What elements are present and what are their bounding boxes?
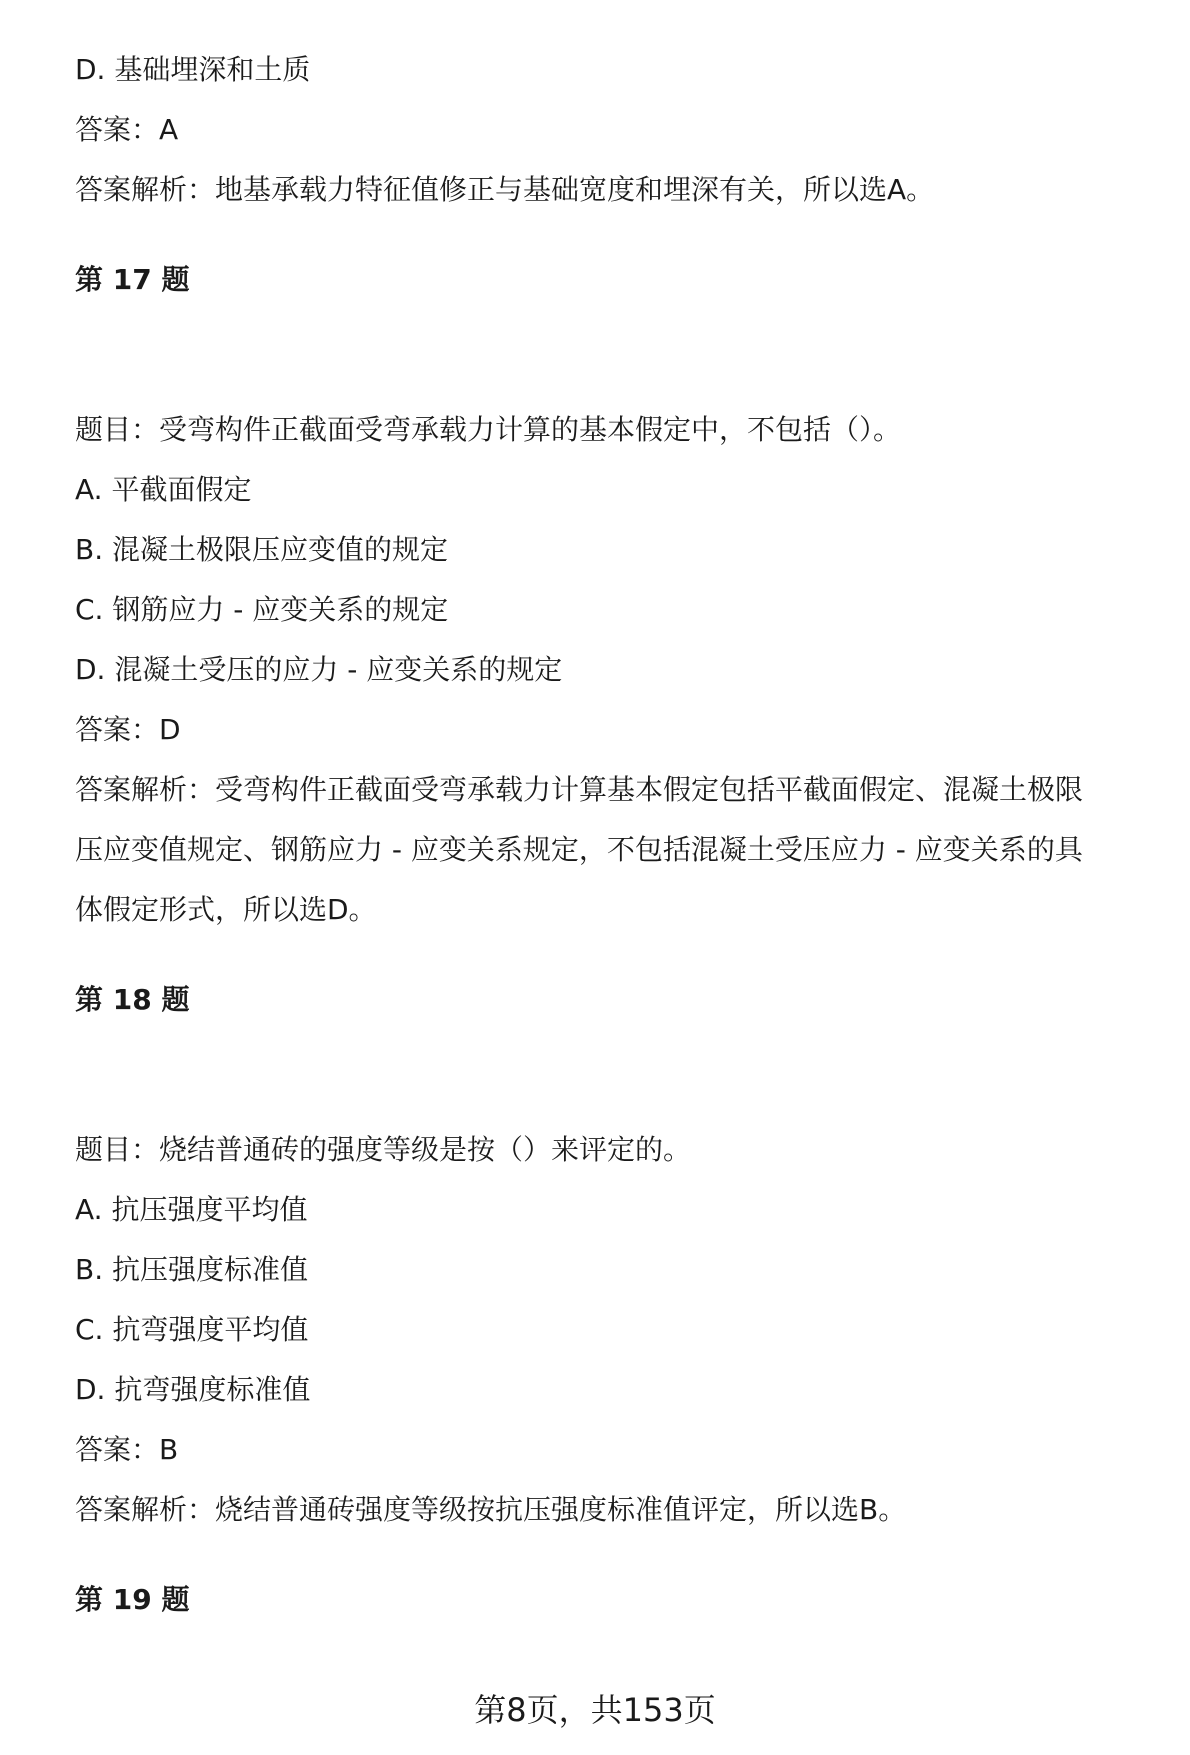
q17-analysis-line-2: 压应变值规定、钢筋应力 - 应变关系规定，不包括混凝土受压应力 - 应变关系的具 — [75, 833, 1083, 866]
q17-option-d: D. 混凝土受压的应力 - 应变关系的规定 — [75, 653, 563, 686]
prev-answer: 答案：A — [75, 113, 179, 146]
q17-answer: 答案：D — [75, 713, 181, 746]
q18-heading: 第 18 题 — [75, 983, 190, 1016]
q17-question: 题目：受弯构件正截面受弯承载力计算的基本假定中，不包括（）。 — [75, 413, 902, 446]
q17-heading: 第 17 题 — [75, 263, 190, 296]
q18-option-b: B. 抗压强度标准值 — [75, 1253, 309, 1286]
q17-option-c: C. 钢筋应力 - 应变关系的规定 — [75, 593, 449, 626]
q18-analysis: 答案解析：烧结普通砖强度等级按抗压强度标准值评定，所以选B。 — [75, 1493, 907, 1526]
page-footer: 第8页，共153页 — [474, 1691, 716, 1729]
q18-answer: 答案：B — [75, 1433, 179, 1466]
q18-option-d: D. 抗弯强度标准值 — [75, 1373, 311, 1406]
q19-heading: 第 19 题 — [75, 1583, 190, 1616]
q18-option-c: C. 抗弯强度平均值 — [75, 1313, 309, 1346]
q18-option-a: A. 抗压强度平均值 — [75, 1193, 308, 1226]
q17-analysis-line-3: 体假定形式，所以选D。 — [75, 893, 377, 926]
q18-question: 题目：烧结普通砖的强度等级是按（）来评定的。 — [75, 1133, 692, 1166]
prev-analysis: 答案解析：地基承载力特征值修正与基础宽度和埋深有关，所以选A。 — [75, 173, 935, 206]
q17-analysis-line-1: 答案解析：受弯构件正截面受弯承载力计算基本假定包括平截面假定、混凝土极限 — [75, 773, 1084, 806]
prev-option-d: D. 基础埋深和土质 — [75, 53, 311, 86]
q17-option-a: A. 平截面假定 — [75, 473, 252, 506]
document-page — [75, 40, 1165, 1630]
q17-option-b: B. 混凝土极限压应变值的规定 — [75, 533, 449, 566]
